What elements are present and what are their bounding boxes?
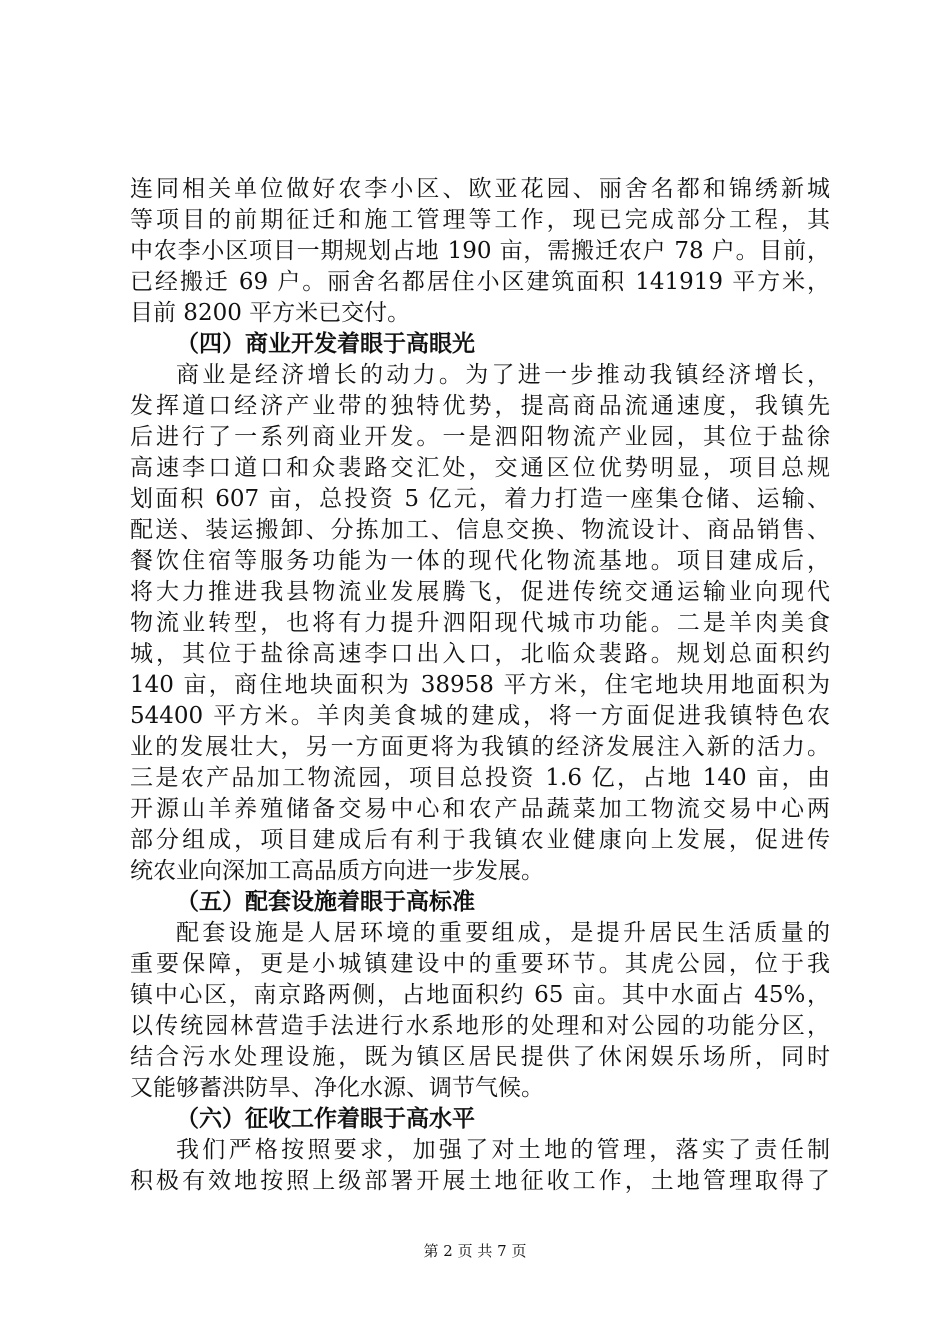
paragraph-line: 配送、装运搬卸、分拣加工、信息交换、物流设计、商品销售、 bbox=[130, 517, 830, 543]
paragraph-line: 发挥道口经济产业带的独特优势，提高商品流通速度，我镇先 bbox=[130, 393, 830, 419]
paragraph-line: 结合污水处理设施，既为镇区居民提供了休闲娱乐场所，同时 bbox=[130, 1044, 830, 1070]
paragraph-line: 目前 8200 平方米已交付。 bbox=[130, 300, 411, 326]
paragraph-line: 54400 平方米。羊肉美食城的建成，将一方面促进我镇特色农 bbox=[130, 703, 830, 729]
paragraph-line: 后进行了一系列商业开发。一是泗阳物流产业园，其位于盐徐 bbox=[130, 424, 830, 450]
paragraph-line: 140 亩，商住地块面积为 38958 平方米，住宅地块用地面积为 bbox=[130, 672, 830, 698]
paragraph-line: 连同相关单位做好农李小区、欧亚花园、丽舍名都和锦绣新城 bbox=[130, 176, 830, 202]
section-heading: （六）征收工作着眼于高水平 bbox=[176, 1106, 475, 1132]
paragraph-line: 业的发展壮大，另一方面更将为我镇的经济发展注入新的活力。 bbox=[130, 734, 830, 760]
paragraph-line: 已经搬迁 69 户。丽舍名都居住小区建筑面积 141919 平方米， bbox=[130, 269, 830, 295]
paragraph-line: 部分组成，项目建成后有利于我镇农业健康向上发展，促进传 bbox=[130, 827, 830, 853]
paragraph-line: 统农业向深加工高品质方向进一步发展。 bbox=[130, 858, 544, 884]
paragraph-line: 物流业转型，也将有力提升泗阳现代城市功能。二是羊肉美食 bbox=[130, 610, 830, 636]
paragraph-line: 中农李小区项目一期规划占地 190 亩，需搬迁农户 78 户。目前， bbox=[130, 238, 830, 264]
paragraph-line: 开源山羊养殖储备交易中心和农产品蔬菜加工物流交易中心两 bbox=[130, 796, 830, 822]
paragraph-line: 又能够蓄洪防旱、净化水源、调节气候。 bbox=[130, 1075, 544, 1101]
paragraph-line: 餐饮住宿等服务功能为一体的现代化物流基地。项目建成后， bbox=[130, 548, 830, 574]
paragraph-line: 我们严格按照要求，加强了对土地的管理，落实了责任制 bbox=[176, 1137, 830, 1163]
paragraph-line: 将大力推进我县物流业发展腾飞，促进传统交通运输业向现代 bbox=[130, 579, 830, 605]
paragraph-line: 高速李口道口和众裴路交汇处，交通区位优势明显，项目总规 bbox=[130, 455, 830, 481]
section-heading: （四）商业开发着眼于高眼光 bbox=[176, 331, 475, 357]
paragraph-line: 划面积 607 亩，总投资 5 亿元，着力打造一座集仓储、运输、 bbox=[130, 486, 830, 512]
document-body bbox=[130, 174, 830, 1197]
paragraph-line: 重要保障，更是小城镇建设中的重要环节。其虎公园，位于我 bbox=[130, 951, 830, 977]
paragraph-line: 商业是经济增长的动力。为了进一步推动我镇经济增长， bbox=[176, 362, 830, 388]
paragraph-line: 镇中心区，南京路两侧，占地面积约 65 亩。其中水面占 45%， bbox=[130, 982, 830, 1008]
paragraph-line: 三是农产品加工物流园，项目总投资 1.6 亿，占地 140 亩，由 bbox=[130, 765, 830, 791]
page-footer: 第 2 页 共 7 页 bbox=[423, 1242, 527, 1260]
paragraph-line: 积极有效地按照上级部署开展土地征收工作，土地管理取得了 bbox=[130, 1168, 830, 1194]
section-heading: （五）配套设施着眼于高标准 bbox=[176, 889, 475, 915]
paragraph-line: 等项目的前期征迁和施工管理等工作，现已完成部分工程，其 bbox=[130, 207, 830, 233]
paragraph-line: 配套设施是人居环境的重要组成，是提升居民生活质量的 bbox=[176, 920, 830, 946]
paragraph-line: 城，其位于盐徐高速李口出入口，北临众裴路。规划总面积约 bbox=[130, 641, 830, 667]
paragraph-line: 以传统园林营造手法进行水系地形的处理和对公园的功能分区， bbox=[130, 1013, 830, 1039]
